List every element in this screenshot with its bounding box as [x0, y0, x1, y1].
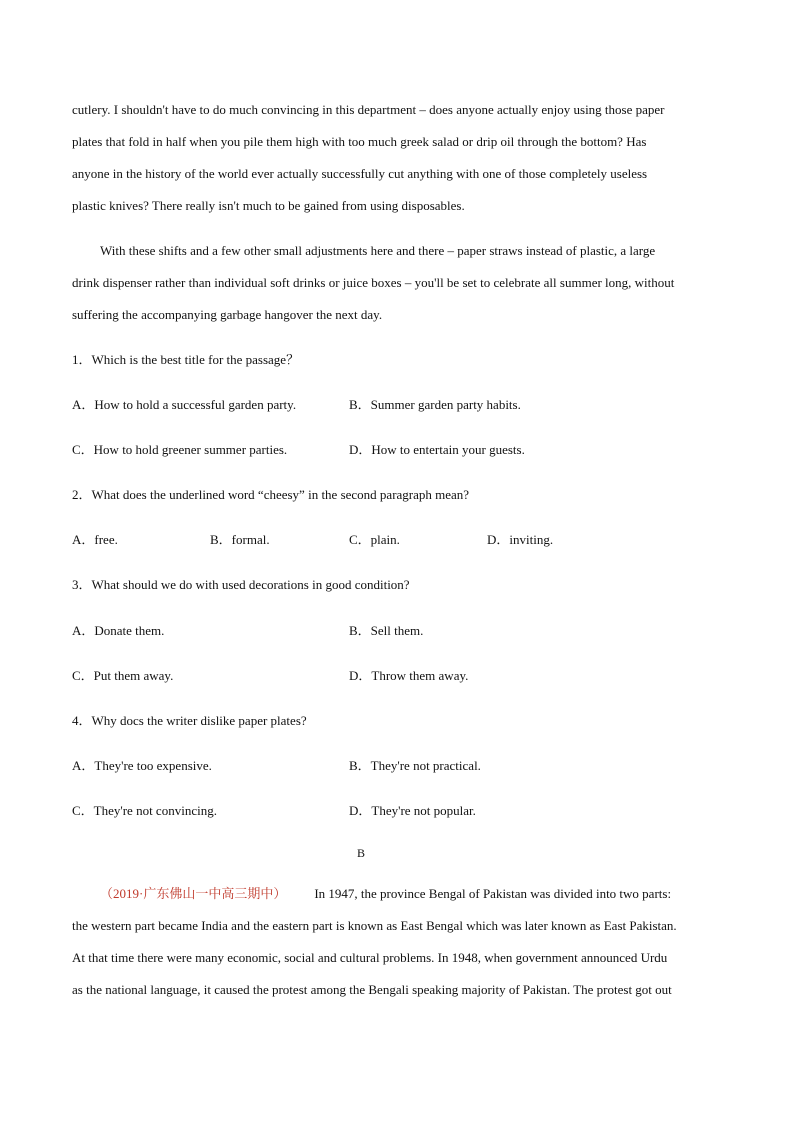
passage-b-first-line [100, 886, 671, 902]
q4-option-a: A．They're too expensive. [72, 758, 212, 773]
passage-line: plates that fold in half when you pile them high with too much greek salad or drip oil through the bottom? Has [72, 134, 647, 149]
q3-option-a: A．Donate them. [72, 623, 165, 638]
q2-option-c: C．plain. [349, 532, 400, 547]
q1-option-a: A．How to hold a successful garden party. [72, 397, 297, 412]
q4-option-b: B．They're not practical. [349, 758, 481, 773]
passage-line: plastic knives? There really isn't much to be gained from using disposables. [72, 198, 465, 213]
q4-option-c: C．They're not convincing. [72, 803, 217, 818]
question-1-stem: 1．Which is the best title for the passage？ [72, 352, 300, 367]
question-2-stem: 2．What does the underlined word “cheesy” in the second paragraph mean? [72, 487, 470, 502]
q1-option-d: D．How to entertain your guests. [349, 442, 525, 457]
passage-b-line: At that time there were many economic, social and cultural problems. In 1948, when government announced Urdu [72, 950, 668, 965]
q2-option-a: A．free. [72, 532, 118, 547]
q1-option-c: C．How to hold greener summer parties. [72, 442, 288, 457]
source-tag: （2019·广东佛山一中高三期中） [100, 886, 287, 901]
question-4-stem: 4．Why docs the writer dislike paper plates? [72, 713, 307, 728]
paragraph-line: With these shifts and a few other small adjustments here and there – paper straws instead of plastic, a large [100, 243, 656, 258]
q3-option-d: D．Throw them away. [349, 668, 469, 683]
paragraph-line: suffering the accompanying garbage hangover the next day. [72, 307, 383, 322]
passage-line: anyone in the history of the world ever actually successfully cut anything with one of those completely useless [72, 166, 648, 181]
question-3-stem: 3．What should we do with used decorations in good condition? [72, 577, 410, 592]
paragraph-line: drink dispenser rather than individual soft drinks or juice boxes – you'll be set to celebrate all summer long, without [72, 275, 675, 290]
q1-option-b: B．Summer garden party habits. [349, 397, 521, 412]
passage-b-text: In 1947, the province Bengal of Pakistan was divided into two parts: [314, 886, 672, 901]
q2-option-b: B．formal. [210, 532, 270, 547]
passage-line: cutlery. I shouldn't have to do much convincing in this department – does anyone actually enjoy using those paper [72, 102, 665, 117]
q3-option-b: B．Sell them. [349, 623, 424, 638]
q2-option-d: D．inviting. [487, 532, 554, 547]
q4-option-d: D．They're not popular. [349, 803, 476, 818]
passage-b-line: the western part became India and the eastern part is known as East Bengal which was later known as East Pakistan. [72, 918, 677, 933]
q3-option-c: C．Put them away. [72, 668, 174, 683]
passage-b-line: as the national language, it caused the protest among the Bengali speaking majority of Pakistan. The protest got out [72, 982, 672, 997]
section-label: B [357, 846, 366, 860]
